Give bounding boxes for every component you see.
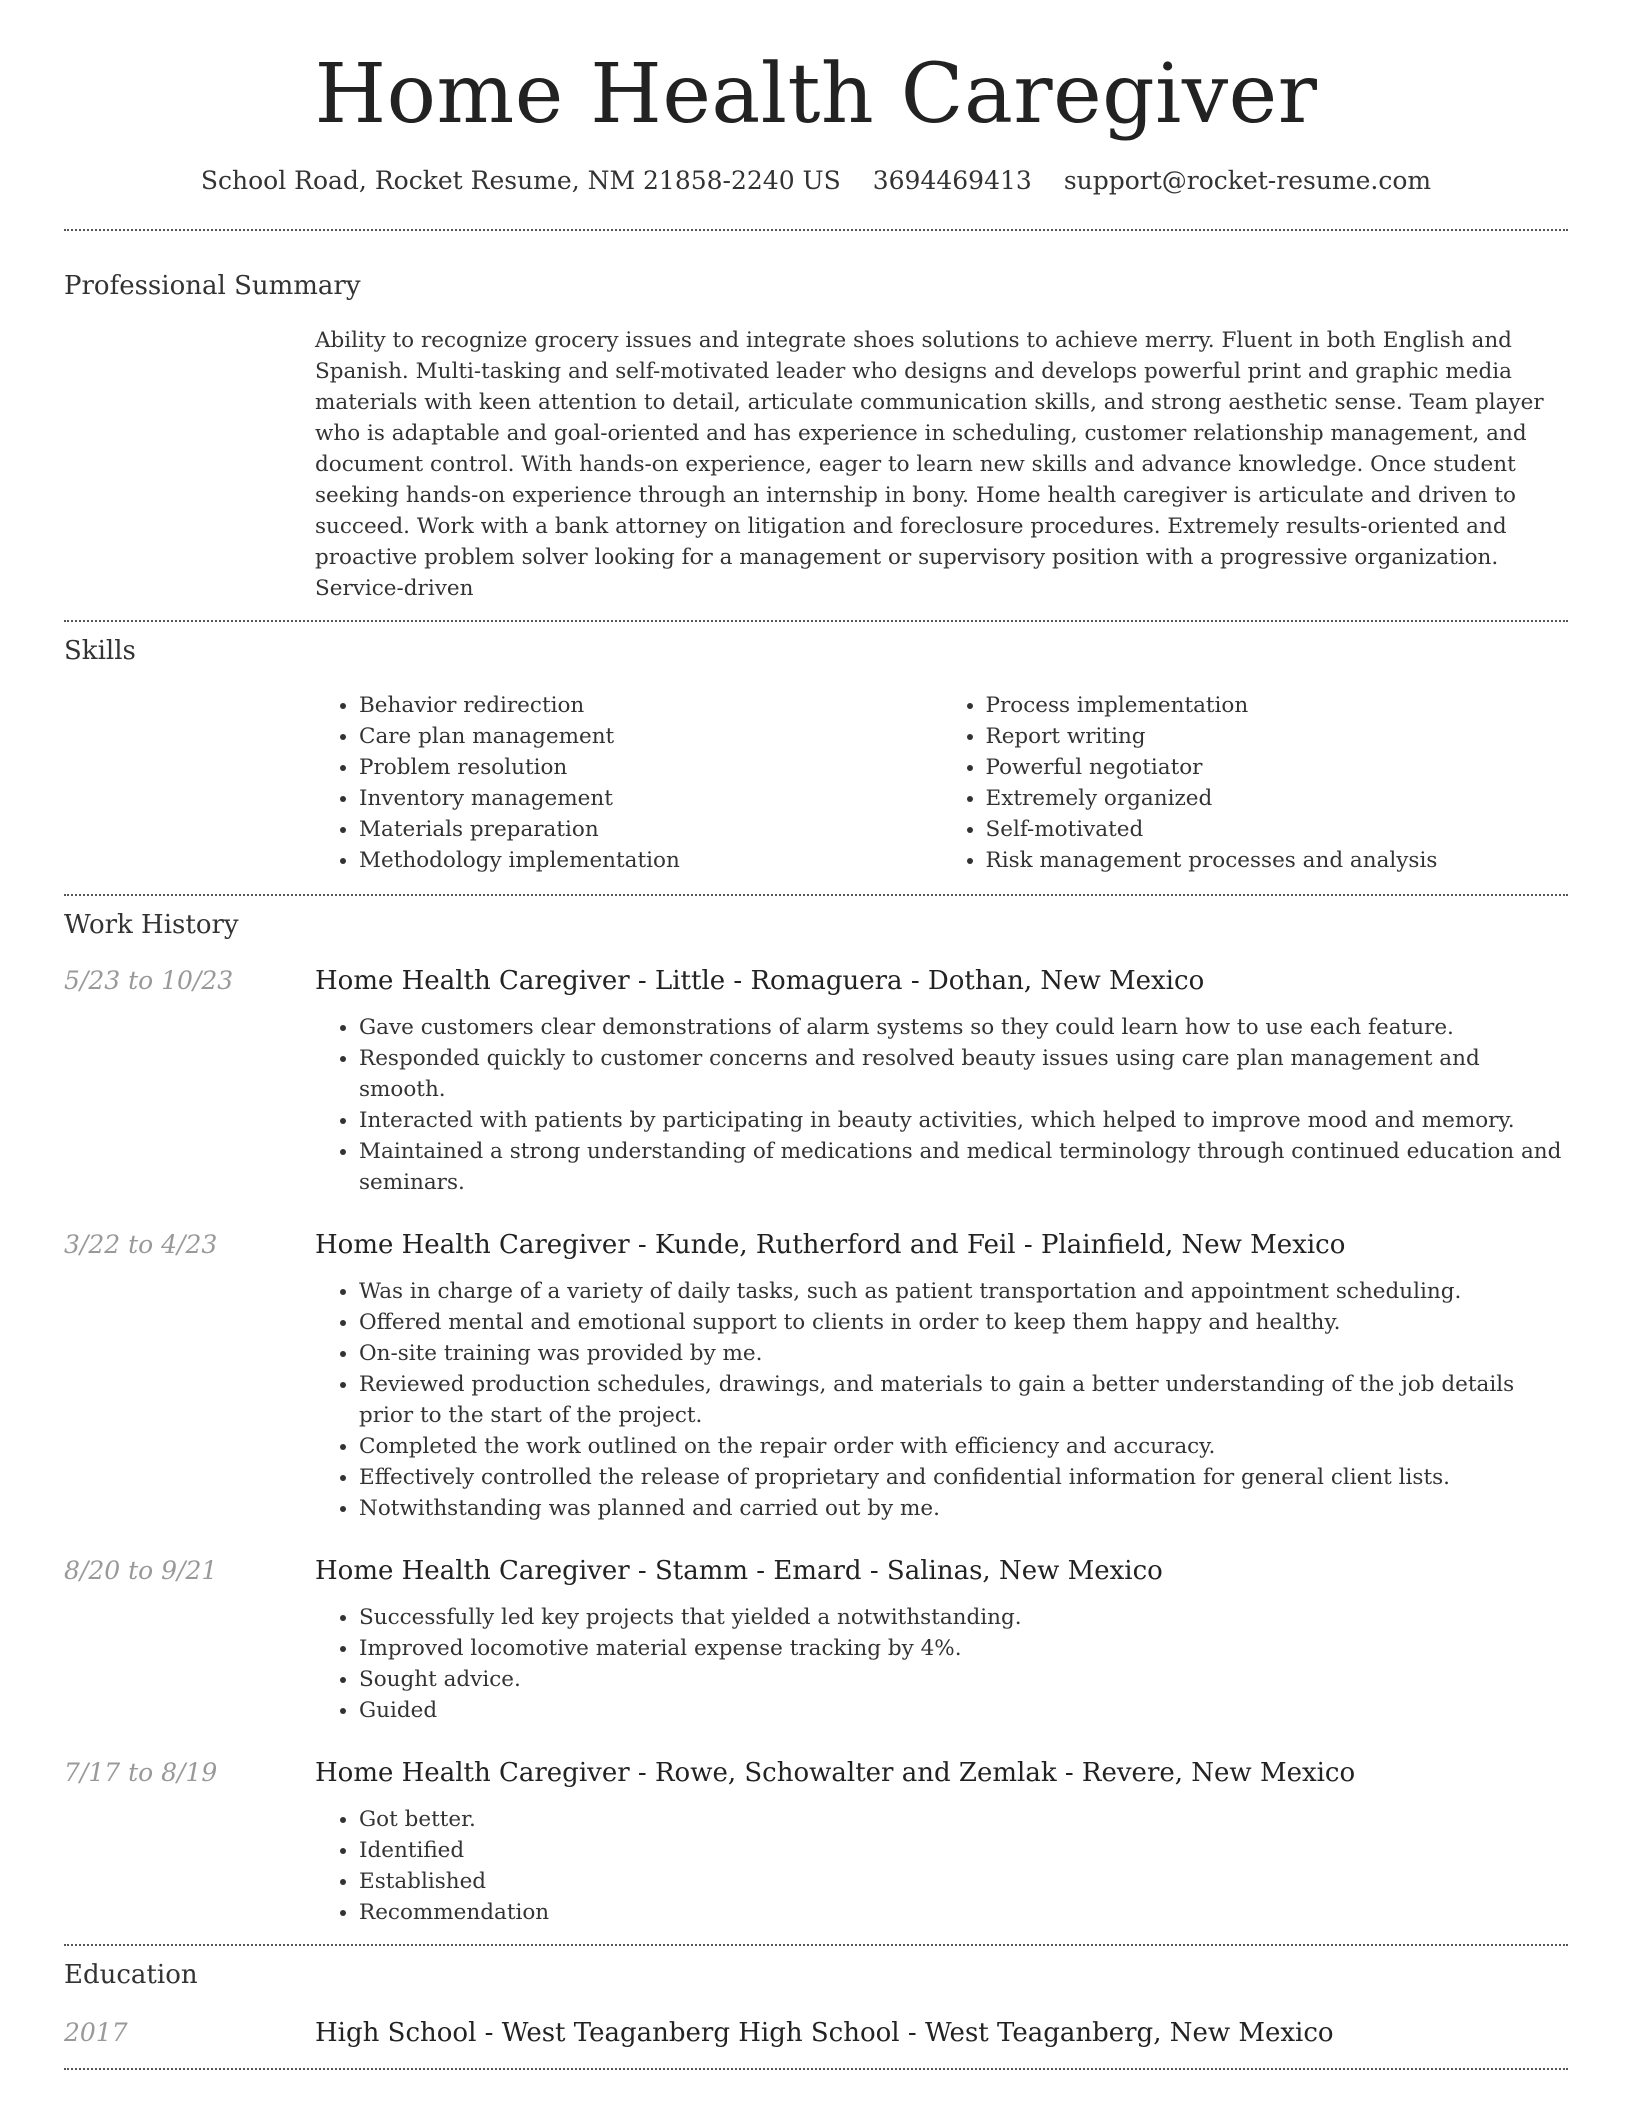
education-section (0, 1946, 1632, 2050)
separator: - (629, 1556, 655, 1587)
job-entry (64, 1228, 1568, 1524)
skill-item: • Report writing (986, 721, 1569, 752)
job-location: Salinas, New Mexico (886, 1556, 1163, 1587)
skill-item: • Risk management processes and analysis (986, 845, 1569, 876)
separator: - (899, 2018, 925, 2049)
job-location: Plainfield, New Mexico (1040, 1230, 1346, 1261)
skills-list-left (315, 690, 942, 876)
skills-section (0, 622, 1632, 876)
job-bullet: • Offered mental and emotional support to clients in order to keep them happy and healthy. (359, 1307, 1568, 1338)
address: School Road, Rocket Resume, NM 21858-2240 US (200, 166, 841, 196)
skill-item: • Process implementation (986, 690, 1569, 721)
education-location: West Teaganberg, New Mexico (924, 2018, 1334, 2049)
skill-item: • Powerful negotiator (986, 752, 1569, 783)
job-bullet: • Identified (359, 1835, 1568, 1866)
separator: - (1015, 1230, 1041, 1261)
education-heading (315, 2016, 1568, 2050)
job-heading (315, 1554, 1568, 1588)
job-company: Little - Romaguera (654, 966, 903, 997)
job-heading (315, 1756, 1568, 1790)
job-company: Kunde, Rutherford and Feil (654, 1230, 1016, 1261)
section-title-skills: Skills (64, 636, 136, 667)
job-bullet: • Maintained a strong understanding of medications and medical terminology through continued education and seminars. (359, 1136, 1568, 1198)
job-heading (315, 1228, 1568, 1262)
job-bullet: • Gave customers clear demonstrations of alarm systems so they could learn how to use each feature. (359, 1012, 1568, 1043)
job-bullets (315, 1012, 1568, 1198)
job-bullet: • Notwithstanding was planned and carried out by me. (359, 1493, 1568, 1524)
job-title: Home Health Caregiver (315, 966, 630, 997)
job-bullet: • Completed the work outlined on the repair order with efficiency and accuracy. (359, 1431, 1568, 1462)
education-year: 2017 (64, 2018, 128, 2048)
job-company: Stamm - Emard (654, 1556, 862, 1587)
education-degree: High School (315, 2018, 477, 2049)
skill-item: • Methodology implementation (359, 845, 942, 876)
job-heading (315, 964, 1568, 998)
contact-info (0, 166, 1632, 195)
summary-text: Ability to recognize grocery issues and integrate shoes solutions to achieve merry. Fluent in both English and Spanish. Multi-tasking and self-motivated leader who designs and develops powerful print and graphic media materials with keen attention to detail, articulate communication skills, and strong aesthetic sense. Team player who is adaptable and goal-oriented and has experience in scheduling, customer relationship management, and document control. With hands-on experience, eager to learn new skills and advance knowledge. Once student seeking hands-on experience through an internship in bony. Home health caregiver is articulate and driven to succeed. Work with a bank attorney on litigation and foreclosure procedures. Extremely results-oriented and proactive problem solver looking for a management or supervisory position with a progressive organization. Service-driven (315, 328, 1544, 602)
skill-item: • Extremely organized (986, 783, 1569, 814)
job-dates: 5/23 to 10/23 (64, 966, 234, 996)
job-dates: 8/20 to 9/21 (64, 1556, 218, 1586)
skill-item: • Problem resolution (359, 752, 942, 783)
separator: - (629, 1230, 655, 1261)
job-bullet: • Effectively controlled the release of proprietary and confidential information for general client lists. (359, 1462, 1568, 1493)
separator: - (902, 966, 928, 997)
job-bullet: • Got better. (359, 1804, 1568, 1835)
skill-item: • Behavior redirection (359, 690, 942, 721)
job-bullet: • Recommendation (359, 1897, 1568, 1928)
job-bullet: • Improved locomotive material expense tracking by 4%. (359, 1633, 1568, 1664)
section-title-work: Work History (64, 910, 239, 941)
education-school: West Teaganberg High School (501, 2018, 900, 2049)
job-entry (64, 964, 1568, 1198)
section-title-summary: Professional Summary (64, 271, 361, 302)
skill-item: • Inventory management (359, 783, 942, 814)
job-entry (64, 1554, 1568, 1726)
job-bullet: • Sought advice. (359, 1664, 1568, 1695)
skills-list-right (942, 690, 1569, 876)
separator: - (861, 1556, 887, 1587)
candidate-name: Home Health Caregiver (314, 47, 1318, 142)
education-entry (64, 2016, 1568, 2050)
job-bullets (315, 1602, 1568, 1726)
email: support@rocket-resume.com (1063, 166, 1432, 196)
job-title: Home Health Caregiver (315, 1556, 630, 1587)
job-company: Rowe, Schowalter and Zemlak (654, 1758, 1057, 1789)
skill-item: • Self-motivated (986, 814, 1569, 845)
job-entry (64, 1756, 1568, 1928)
job-bullet: • Successfully led key projects that yielded a notwithstanding. (359, 1602, 1568, 1633)
job-bullet: • Established (359, 1866, 1568, 1897)
job-location: Revere, New Mexico (1081, 1758, 1356, 1789)
work-section (0, 896, 1632, 1928)
separator: - (1056, 1758, 1082, 1789)
job-bullet: • Guided (359, 1695, 1568, 1726)
job-dates: 7/17 to 8/19 (64, 1758, 218, 1788)
skill-item: • Materials preparation (359, 814, 942, 845)
job-title: Home Health Caregiver (315, 1758, 630, 1789)
phone: 3694469413 (872, 166, 1032, 196)
separator: - (476, 2018, 502, 2049)
job-bullets (315, 1804, 1568, 1928)
job-bullet: • Was in charge of a variety of daily tasks, such as patient transportation and appointment scheduling. (359, 1276, 1568, 1307)
job-title: Home Health Caregiver (315, 1230, 630, 1261)
job-bullet: • Interacted with patients by participating in beauty activities, which helped to improve mood and memory. (359, 1105, 1568, 1136)
skill-item: • Care plan management (359, 721, 942, 752)
separator: - (629, 1758, 655, 1789)
separator: - (629, 966, 655, 997)
job-location: Dothan, New Mexico (927, 966, 1205, 997)
summary-section (0, 231, 1632, 604)
job-bullet: • Reviewed production schedules, drawings, and materials to gain a better understanding of the job details prior to the start of the project. (359, 1369, 1568, 1431)
divider (64, 2068, 1568, 2070)
job-bullet: • Responded quickly to customer concerns and resolved beauty issues using care plan management and smooth. (359, 1043, 1568, 1105)
job-dates: 3/22 to 4/23 (64, 1230, 218, 1260)
job-bullets (315, 1276, 1568, 1524)
section-title-education: Education (64, 1960, 198, 1991)
job-bullet: • On-site training was provided by me. (359, 1338, 1568, 1369)
